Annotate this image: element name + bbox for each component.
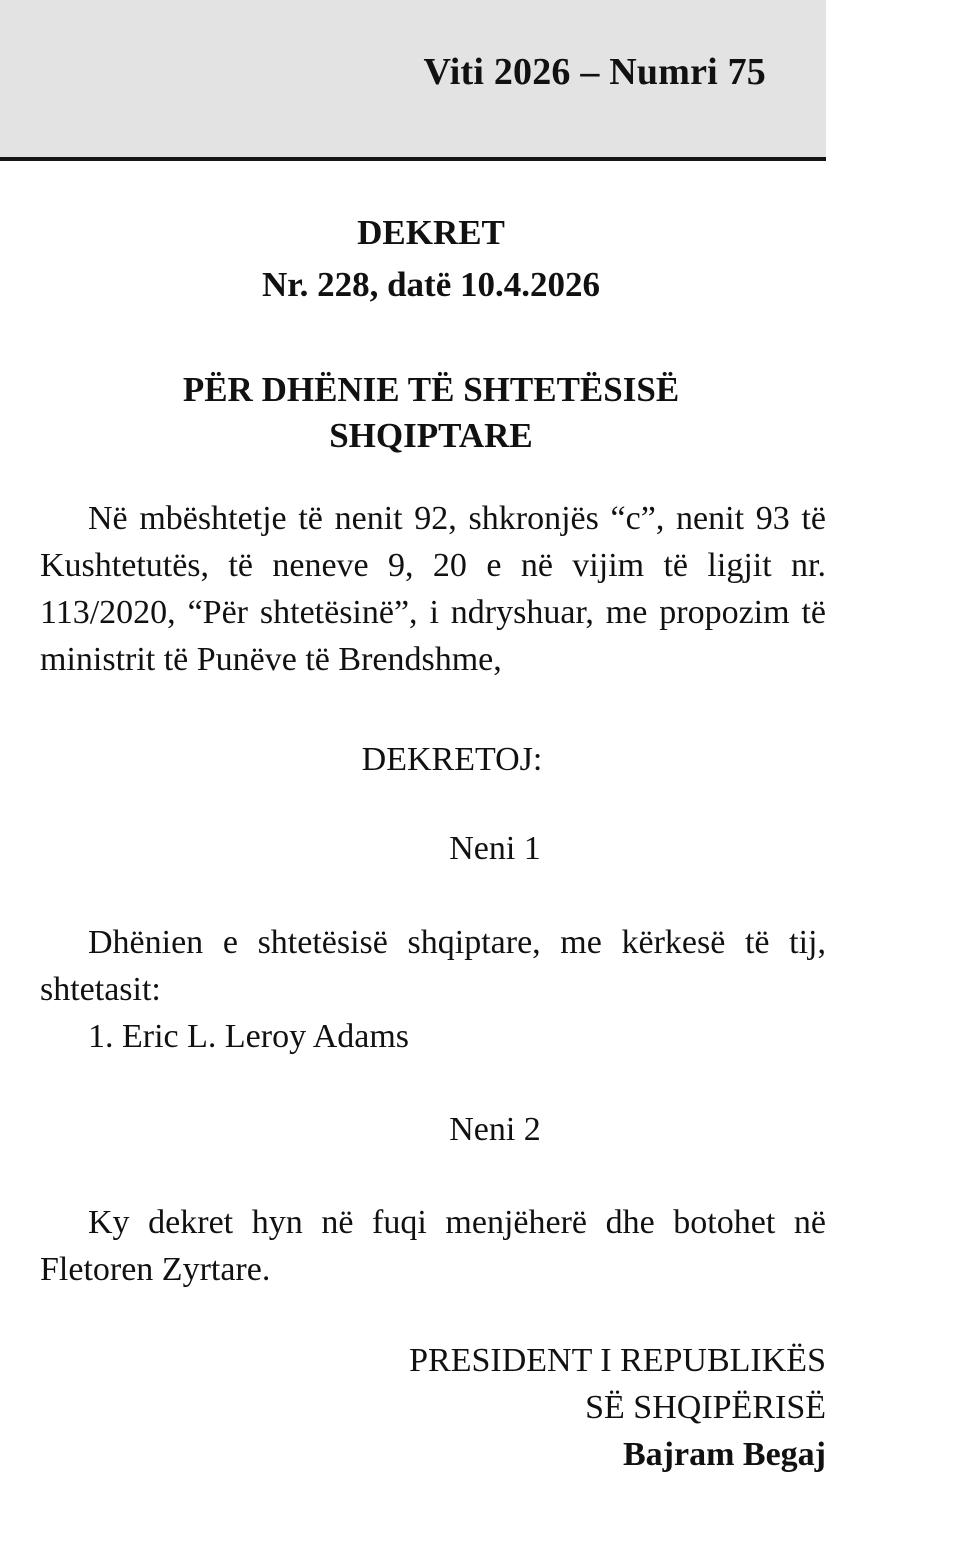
preamble-paragraph: Në mbështetje të nenit 92, shkronjës “c”, nenit 93 të Kushtetutës, të neneve 9, 20 e në vijim të ligjit nr. 113/2020, “Për shtetësinë”, i ndryshuar, me propozim të ministrit të Punëve të Brendshme,	[40, 500, 826, 678]
article-2-heading: Neni 2	[449, 1111, 541, 1148]
article-1-heading: Neni 1	[449, 830, 541, 867]
decree-subject-line-1: PËR DHËNIE TË SHTETËSISË	[182, 370, 680, 409]
decree-title: DEKRET	[357, 213, 505, 252]
header-divider	[0, 157, 826, 161]
decree-document	[40, 207, 826, 1478]
decree-number-date: Nr. 228, datë 10.4.2026	[261, 265, 600, 304]
issue-number: Viti 2026 – Numri 75	[423, 51, 766, 93]
decree-subject-line-2: SHQIPTARE	[329, 416, 533, 455]
signature-title-line-2: SË SHQIPËRISË	[585, 1389, 826, 1426]
signature-block	[40, 1337, 826, 1478]
signature-title-line-1: PRESIDENT I REPUBLIKËS	[409, 1342, 826, 1379]
article-1-text: Dhënien e shtetësisë shqiptare, me kërkesë të tij, shtetasit:	[40, 924, 826, 1008]
decree-verb: DEKRETOJ:	[361, 741, 543, 778]
signatory-name: Bajram Begaj	[622, 1436, 826, 1473]
article-2-text: Ky dekret hyn në fuqi menjëherë dhe botohet në Fletoren Zyrtare.	[40, 1204, 826, 1288]
decree-subject	[40, 367, 822, 459]
citizen-list-item: 1. Eric L. Leroy Adams	[88, 1018, 410, 1055]
